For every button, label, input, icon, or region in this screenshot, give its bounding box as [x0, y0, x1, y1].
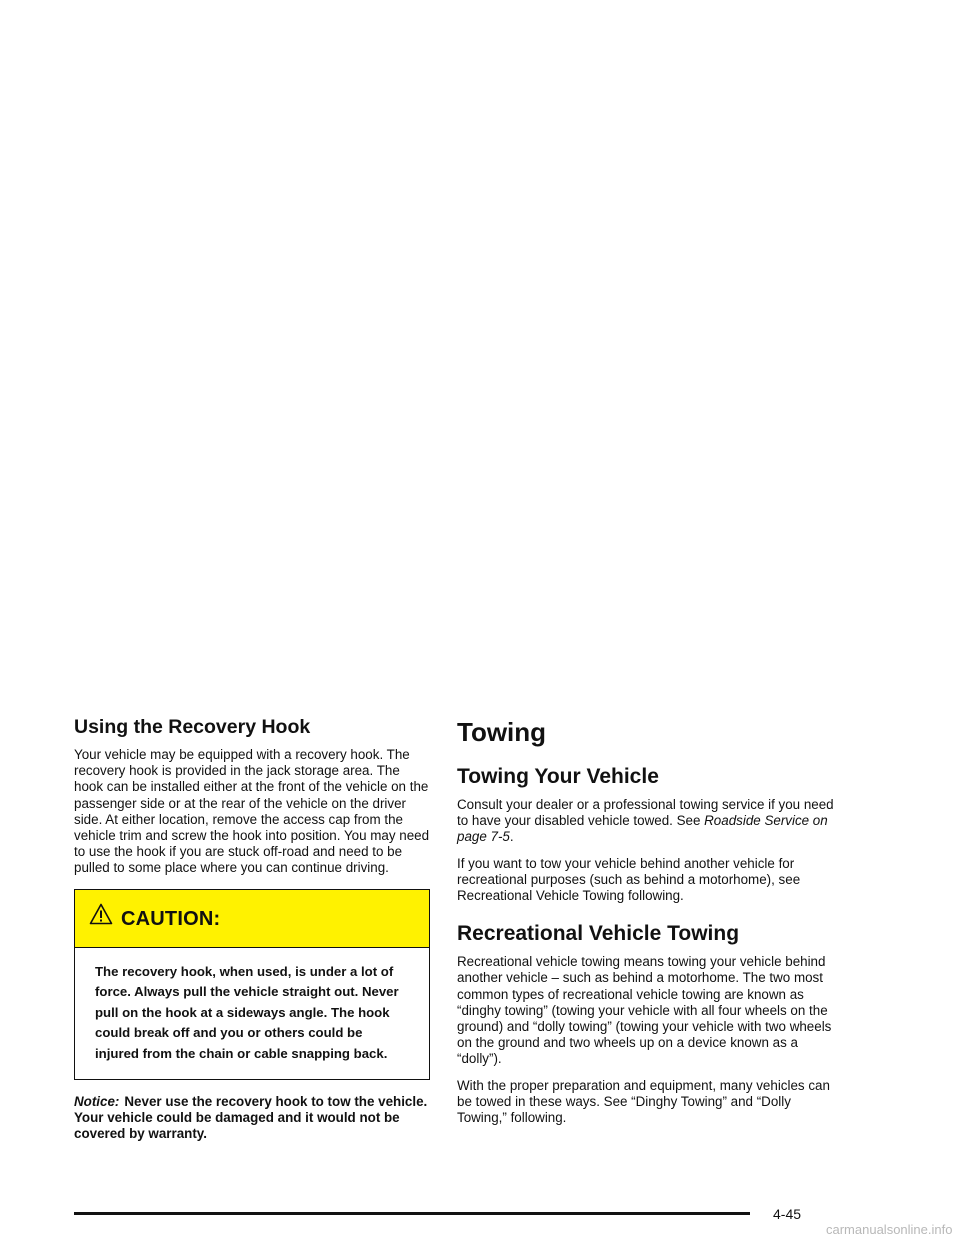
- notice-text: Never use the recovery hook to tow the vehicle. Your vehicle could be damaged and it would not be covered by warranty.: [74, 1093, 428, 1142]
- left-column: [74, 716, 432, 1143]
- caution-header: [75, 890, 429, 948]
- caution-box: [74, 889, 430, 1080]
- section-heading-recovery-hook: Using the Recovery Hook: [74, 716, 311, 738]
- towing-your-vehicle-paragraph-1: [457, 797, 837, 846]
- caution-text: The recovery hook, when used, is under a lot of force. Always pull the vehicle straight out. Never pull on the hook at a sideways angle. The hook could break off and you or others could be injured from the chain or cable snapping back.: [95, 963, 399, 1061]
- recovery-hook-paragraph: Your vehicle may be equipped with a recovery hook. The recovery hook is provided in the jack storage area. The hook can be installed either at the front of the vehicle on the passenger side or at the rear of the vehicle on the driver side. At either location, remove the access cap from the vehicle trim and screw the hook into position. You may need to use the hook if you are stuck off-road and need to be pulled to some place where you can continue driving.: [74, 747, 430, 876]
- notice-paragraph: [74, 1094, 432, 1143]
- roadside-service-link[interactable]: Roadside Service on page 7-5: [457, 813, 828, 845]
- section-heading-recreational-vehicle-towing: Recreational Vehicle Towing: [457, 922, 740, 946]
- text-span: Consult your dealer or a professional towing service if you need to have your disabled vehicle towed. See: [457, 797, 834, 829]
- recreational-towing-paragraph-1: Recreational vehicle towing means towing your vehicle behind another vehicle – such as behind a motorhome. The two most common types of recreational vehicle towing are known as “dinghy towing” (towing your vehicle with all four wheels on the ground) and “dolly towing” (towing your vehicle with two wheels on the ground and two wheels up on a device known as a “dolly”).: [457, 954, 832, 1067]
- page-number: 4-45: [773, 1206, 802, 1222]
- notice-label: Notice:: [74, 1093, 120, 1109]
- warning-triangle-icon: [89, 903, 113, 925]
- section-heading-towing-your-vehicle: Towing Your Vehicle: [457, 765, 659, 788]
- watermark: carmanualsonline.info: [826, 1222, 953, 1237]
- right-column: [457, 716, 837, 1136]
- caution-title: CAUTION:: [121, 907, 221, 930]
- chapter-title-towing: Towing: [457, 717, 547, 747]
- text-span: .: [509, 829, 514, 845]
- recreational-towing-paragraph-2: With the proper preparation and equipment, many vehicles can be towed in these ways. See “Dinghy Towing” and “Dolly Towing,” following.: [457, 1077, 830, 1126]
- footer-rule: [74, 1212, 750, 1215]
- towing-your-vehicle-paragraph-2: If you want to tow your vehicle behind another vehicle for recreational purposes (such as behind a motorhome), see Recreational Vehicle Towing following.: [457, 855, 801, 904]
